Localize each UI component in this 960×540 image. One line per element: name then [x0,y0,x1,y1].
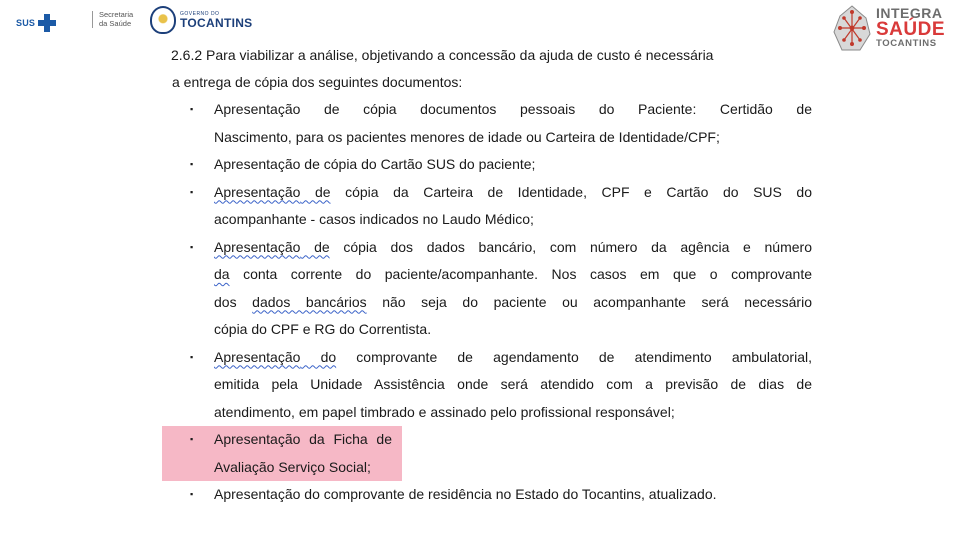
header-logos [14,6,284,40]
item-text: cópia dos dados bancário, com número da agência e número [329,238,812,255]
list-item [162,344,822,427]
spellcheck-word: da [214,266,230,282]
bullet-icon: ▪ [190,434,194,444]
integra-map-icon [832,4,872,52]
item-text: conta corrente do paciente/acompanhante. Nos casos em que o comprovante [229,266,812,282]
item-line [214,179,812,207]
item-line: Apresentação de cópia do Cartão SUS do paciente; [214,156,536,172]
sus-label: SUS [16,18,36,28]
item-line: emitida pela Unidade Assistência onde será atendido com a previsão de dias de [214,376,812,392]
item-line [214,344,812,372]
bullet-icon: ▪ [190,186,194,197]
item-line: Apresentação do comprovante de residência no Estado do Tocantins, atualizado. [214,486,717,502]
bullet-icon: ▪ [190,489,194,499]
item-line: Apresentação de cópia documentos pessoais do Paciente: Certidão de [214,101,812,117]
spellcheck-word: Apresentação [214,348,301,365]
sus-logo [16,14,56,32]
list-item [162,481,822,509]
governo-tocantins-logo [150,6,252,34]
secretaria-logo [92,11,143,28]
item-line: cópia do CPF e RG do Correntista. [214,321,432,337]
list-item [162,151,822,179]
integra-line3: TOCANTINS [876,38,937,49]
item-text: não seja do paciente ou acompanhante será necessário [366,293,812,310]
gov-small-label: GOVERNO DO [180,11,220,17]
list-item [162,96,822,151]
section-heading [162,42,822,96]
sus-cross-icon [38,14,56,32]
spellcheck-word: Apresentação [214,238,301,255]
list-item [162,179,822,234]
item-text: cópia da Carteira de Identidade, CPF e Cartão do SUS do [330,183,812,200]
item-text: dos [214,293,253,310]
coat-of-arms-icon [150,6,176,34]
spellcheck-word: Apresentação [214,183,301,200]
item-line: acompanhante - casos indicados no Laudo Médico; [214,211,534,227]
spellcheck-word: de [300,238,330,255]
heading-line2: a entrega de cópia dos seguintes documentos: [172,74,463,90]
integra-line1: INTEGRA [876,5,943,21]
item-text: comprovante de agendamento de atendimento ambulatorial, [336,348,812,365]
heading-line1: 2.6.2 Para viabilizar a análise, objetivando a concessão da ajuda de custo é necessária [171,47,714,63]
bullet-icon: ▪ [190,104,194,114]
secretaria-line1: Secretaria [99,10,134,19]
integra-line2: SAÚDE [876,19,946,40]
list-item [162,234,822,344]
bullet-icon: ▪ [190,159,194,169]
document-body [162,42,822,509]
item-line: atendimento, em papel timbrado e assinado pelo profissional responsável; [214,403,675,420]
gov-big-label: TOCANTINS [180,16,253,30]
item-line: Nascimento, para os pacientes menores de idade ou Carteira de Identidade/CPF; [214,128,720,145]
bullet-icon: ▪ [190,241,194,252]
item-line: Apresentação da Ficha de Avaliação Serviço Social; [214,431,392,475]
list-item-highlighted [162,426,402,481]
integra-saude-logo [832,4,956,54]
item-line [214,234,812,262]
item-line [214,261,812,289]
secretaria-line2: da Saúde [99,18,132,28]
document-list [162,96,822,509]
bullet-icon: ▪ [190,351,194,362]
spellcheck-word: do [300,348,337,365]
item-line [214,289,812,317]
spellcheck-word: dados bancários [252,293,367,310]
spellcheck-word: de [300,183,331,200]
